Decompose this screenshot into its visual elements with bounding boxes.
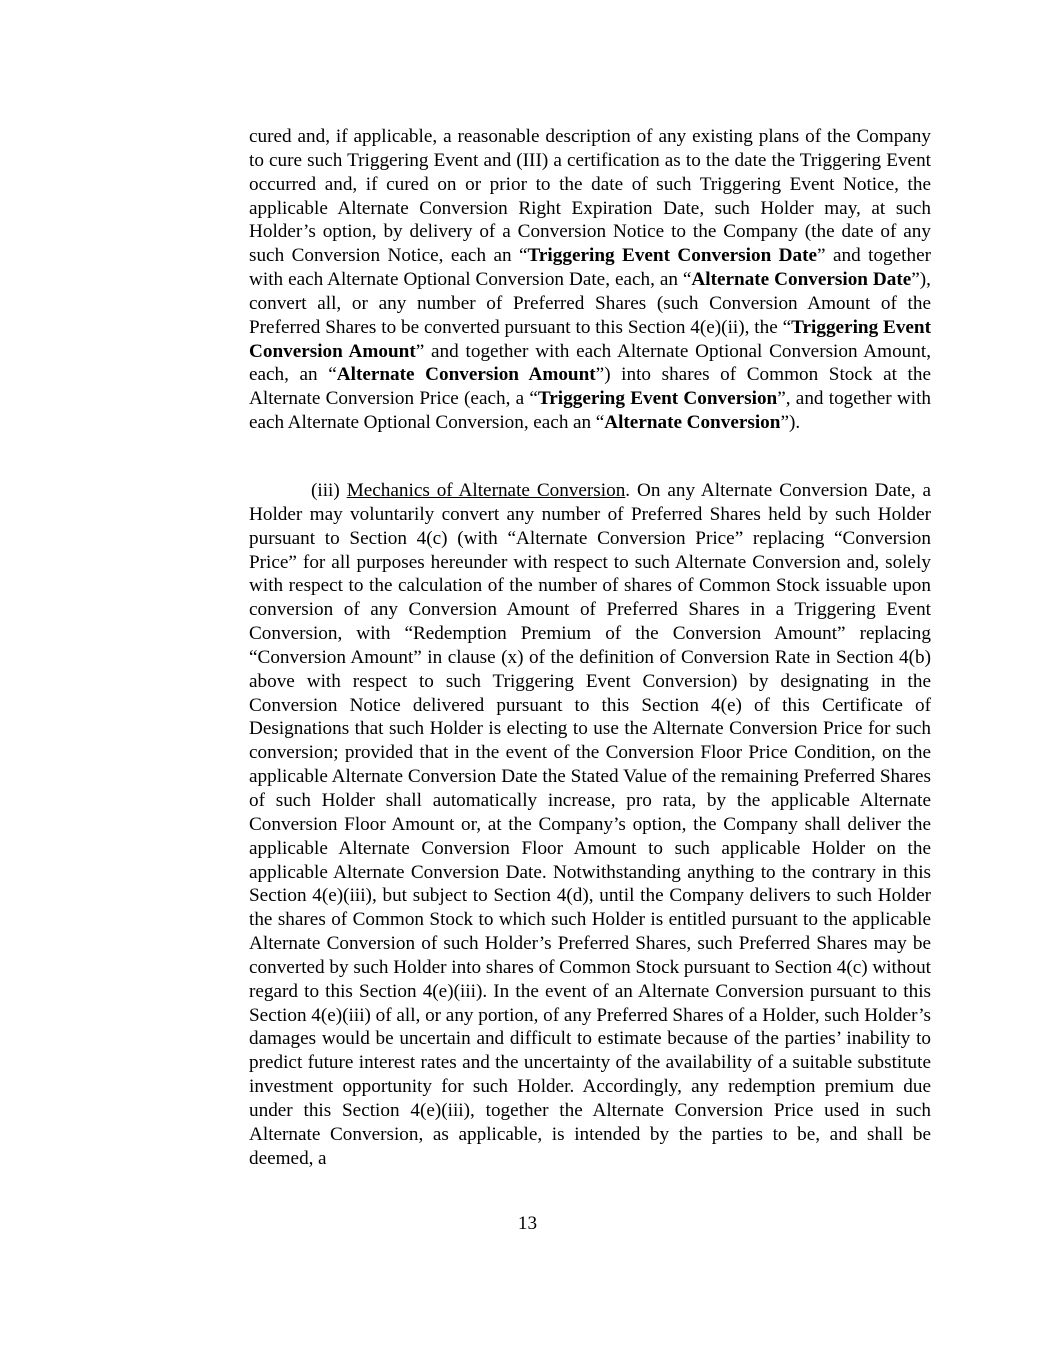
paragraph-text: ” and together with each Alternate Optional Conversion Date, each, an “	[249, 245, 931, 291]
defined-term: Triggering Event Conversion Amount	[249, 316, 931, 362]
paragraph-text: ”) into shares of Common Stock at the Alternate Conversion Price (each, a “	[249, 364, 931, 410]
paragraph-text: ”, and together with each Alternate Optional Conversion, each an “	[249, 388, 931, 434]
defined-term: Alternate Conversion Amount	[336, 364, 596, 386]
paragraph-conversion-right	[249, 125, 931, 435]
paragraph-mechanics-of-alternate-conversion	[249, 479, 931, 1170]
section-heading: Mechanics of Alternate Conversion	[346, 480, 626, 501]
paragraph-text: cured and, if applicable, a reasonable description of any existing plans of the Company to cure such Triggering Event and (III) a certification as to the date the Triggering Event occurred and, if cured on or prior to the date of such Triggering Event Notice, the applicable Alternate Conversion Right Expiration Date, such Holder may, at such Holder’s option, by delivery of a Conversion Notice to the Company (the date of any such Conversion Notice, each an “	[249, 126, 931, 267]
section-number: (iii)	[311, 480, 347, 501]
paragraph-text: . On any Alternate Conversion Date, a Holder may voluntarily convert any number of Preferred Shares held by such Holder pursuant to Section 4(c) (with “Alternate Conversion Price” replacing “Conversion Price” for all purposes hereunder with respect to such Alternate Conversion and, solely with respect to the calculation of the number of shares of Common Stock issuable upon conversion of any Conversion Amount of Preferred Shares in a Triggering Event Conversion, with “Redemption Premium of the Conversion Amount” replacing “Conversion Amount” in clause (x) of the definition of Conversion Rate in Section 4(b) above with respect to such Triggering Event Conversion) by designating in the Conversion Notice delivered pursuant to this Section 4(e) of this Certificate of Designations that such Holder is electing to use the Alternate Conversion Price for such conversion; provided that in the event of the Conversion Floor Price Condition, on the applicable Alternate Conversion Date the Stated Value of the remaining Preferred Shares of such Holder shall automatically increase, pro rata, by the applicable Alternate Conversion Floor Amount or, at the Company’s option, the Company shall deliver the applicable Alternate Conversion Floor Amount to such applicable Holder on the applicable Alternate Conversion Date. Notwithstanding anything to the contrary in this Section 4(e)(iii), but subject to Section 4(d), until the Company delivers to such Holder the shares of Common Stock to which such Holder is entitled pursuant to the applicable Alternate Conversion of such Holder’s Preferred Shares, such Preferred Shares may be converted by such Holder into shares of Common Stock pursuant to Section 4(c) without regard to this Section 4(e)(iii). In the event of an Alternate Conversion pursuant to this Section 4(e)(iii) of all, or any portion, of any Preferred Shares of a Holder, such Holder’s damages would be uncertain and difficult to estimate because of the parties’ inability to predict future interest rates and the uncertainty of the availability of a suitable substitute investment opportunity for such Holder. Accordingly, any redemption premium due under this Section 4(e)(iii), together the Alternate Conversion Price used in such Alternate Conversion, as applicable, is intended by the parties to be, and shall be deemed, a	[249, 480, 932, 1169]
defined-term: Triggering Event Conversion Date	[527, 245, 818, 267]
defined-term: Alternate Conversion Date	[691, 269, 912, 291]
paragraph-text: ”), convert all, or any number of Preferred Shares (such Conversion Amount of the Preferred Shares to be converted pursuant to this Section 4(e)(ii), the “	[249, 269, 931, 338]
page-number: 13	[517, 1213, 538, 1234]
defined-term: Triggering Event Conversion	[537, 388, 778, 410]
defined-term: Alternate Conversion	[604, 412, 781, 434]
paragraph-text: ” and together with each Alternate Optional Conversion Amount, each, an “	[249, 340, 932, 386]
paragraph-text: ”).	[780, 412, 801, 434]
